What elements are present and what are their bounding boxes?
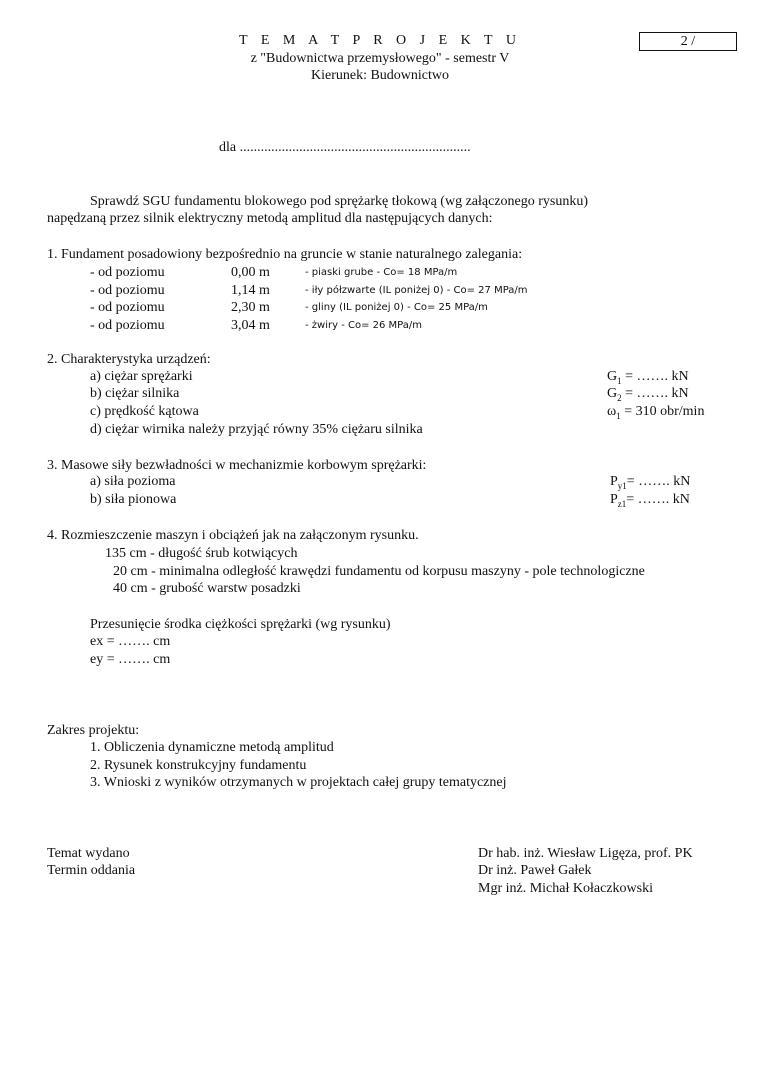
soil-row-value: 3,04 m [231,318,270,333]
symbol-subscript: 1 [617,375,622,386]
symbol: P [610,474,618,489]
min-edge-distance: 20 cm - minimalna odległość krawędzi fundamentu od korpusu maszyny - pole technologiczne [113,564,645,579]
soil-row-desc: - iły półzwarte (IL poniżej 0) - Co= 27 MPa/m [305,285,528,296]
recipient-line: dla .................................................................. [219,140,471,155]
compressor-weight-label: a) ciężar sprężarki [90,369,193,384]
value: = ……. kN [626,474,691,489]
scope-heading: Zakres projektu: [47,723,140,738]
symbol-subscript: z1 [617,498,627,509]
value: = ……. kN [625,386,689,401]
ey-value: ey = ……. cm [90,652,171,667]
intro-line-2: napędzaną przez silnik elektryczny metodą amplitud dla następujących danych: [47,211,493,226]
section4-heading: 4. Rozmieszczenie maszyn i obciążeń jak na załączonym rysunku. [47,528,419,543]
soil-row-label: - od poziomu [90,318,165,333]
scope-item: 2. Rysunek konstrukcyjny fundamentu [90,758,307,773]
value: = 310 obr/min [624,404,705,419]
soil-row-value: 2,30 m [231,300,270,315]
horizontal-force-label: a) siła pozioma [90,474,176,489]
value: = ……. kN [625,369,689,384]
symbol-subscript: 2 [617,392,622,403]
section2-heading: 2. Charakterystyka urządzeń: [47,352,211,367]
compressor-weight-value [607,368,689,385]
symbol: ω [607,404,617,419]
soil-row-label: - od poziomu [90,300,165,315]
angular-speed-label: c) prędkość kątowa [90,404,199,419]
supervisor-name: Dr inż. Paweł Gałek [478,863,592,878]
rotor-weight-note: d) ciężar wirnika należy przyjąć równy 35% ciężaru silnika [90,422,423,437]
floor-layer-thickness: 40 cm - grubość warstw posadzki [113,581,301,596]
motor-weight-label: b) ciężar silnika [90,386,180,401]
vertical-force-label: b) siła pionowa [90,492,177,507]
soil-row-desc: - żwiry - Co= 26 MPa/m [305,320,422,331]
intro-line-1: Sprawdź SGU fundamentu blokowego pod sprężarkę tłokową (wg załączonego rysunku) [90,194,589,209]
soil-row-value: 1,14 m [231,283,270,298]
vertical-force-value [610,491,690,508]
anchor-bolt-length: 135 cm - długość śrub kotwiących [105,546,298,561]
soil-row-value: 0,00 m [231,265,270,280]
section1-heading: 1. Fundament posadowiony bezpośrednio na gruncie w stanie naturalnego zalegania: [47,247,523,262]
soil-row-desc: - piaski grube - Co= 18 MPa/m [305,267,458,278]
ex-value: ex = ……. cm [90,634,171,649]
issued-label: Temat wydano [47,846,130,861]
symbol: G [607,369,618,384]
page-number-box: 2 / [639,32,737,51]
cg-shift-label: Przesunięcie środka ciężkości sprężarki (wg rysunku) [90,617,391,632]
scope-item: 1. Obliczenia dynamiczne metodą amplitud [90,740,334,755]
value: = ……. kN [626,492,690,507]
symbol: P [610,492,618,507]
horizontal-force-value [610,473,690,490]
section3-heading: 3. Masowe siły bezwładności w mechanizmie korbowym sprężarki: [47,458,427,473]
study-direction: Kierunek: Budownictwo [310,68,450,83]
document-subtitle: z "Budownictwa przemysłowego" - semestr V [250,51,510,66]
angular-speed-value [607,403,704,420]
symbol-subscript: 1 [616,410,621,421]
scope-item: 3. Wnioski z wyników otrzymanych w projektach całej grupy tematycznej [90,775,507,790]
soil-row-label: - od poziomu [90,283,165,298]
soil-row-label: - od poziomu [90,265,165,280]
supervisor-name: Dr hab. inż. Wiesław Ligęza, prof. PK [478,846,693,861]
symbol: G [607,386,618,401]
symbol-subscript: y1 [617,480,627,491]
motor-weight-value [607,385,689,402]
deadline-label: Termin oddania [47,863,136,878]
soil-row-desc: - gliny (IL poniżej 0) - Co= 25 MPa/m [305,302,488,313]
supervisor-name: Mgr inż. Michał Kołaczkowski [478,881,653,896]
document-title: T E M A T P R O J E K T U [239,33,521,48]
